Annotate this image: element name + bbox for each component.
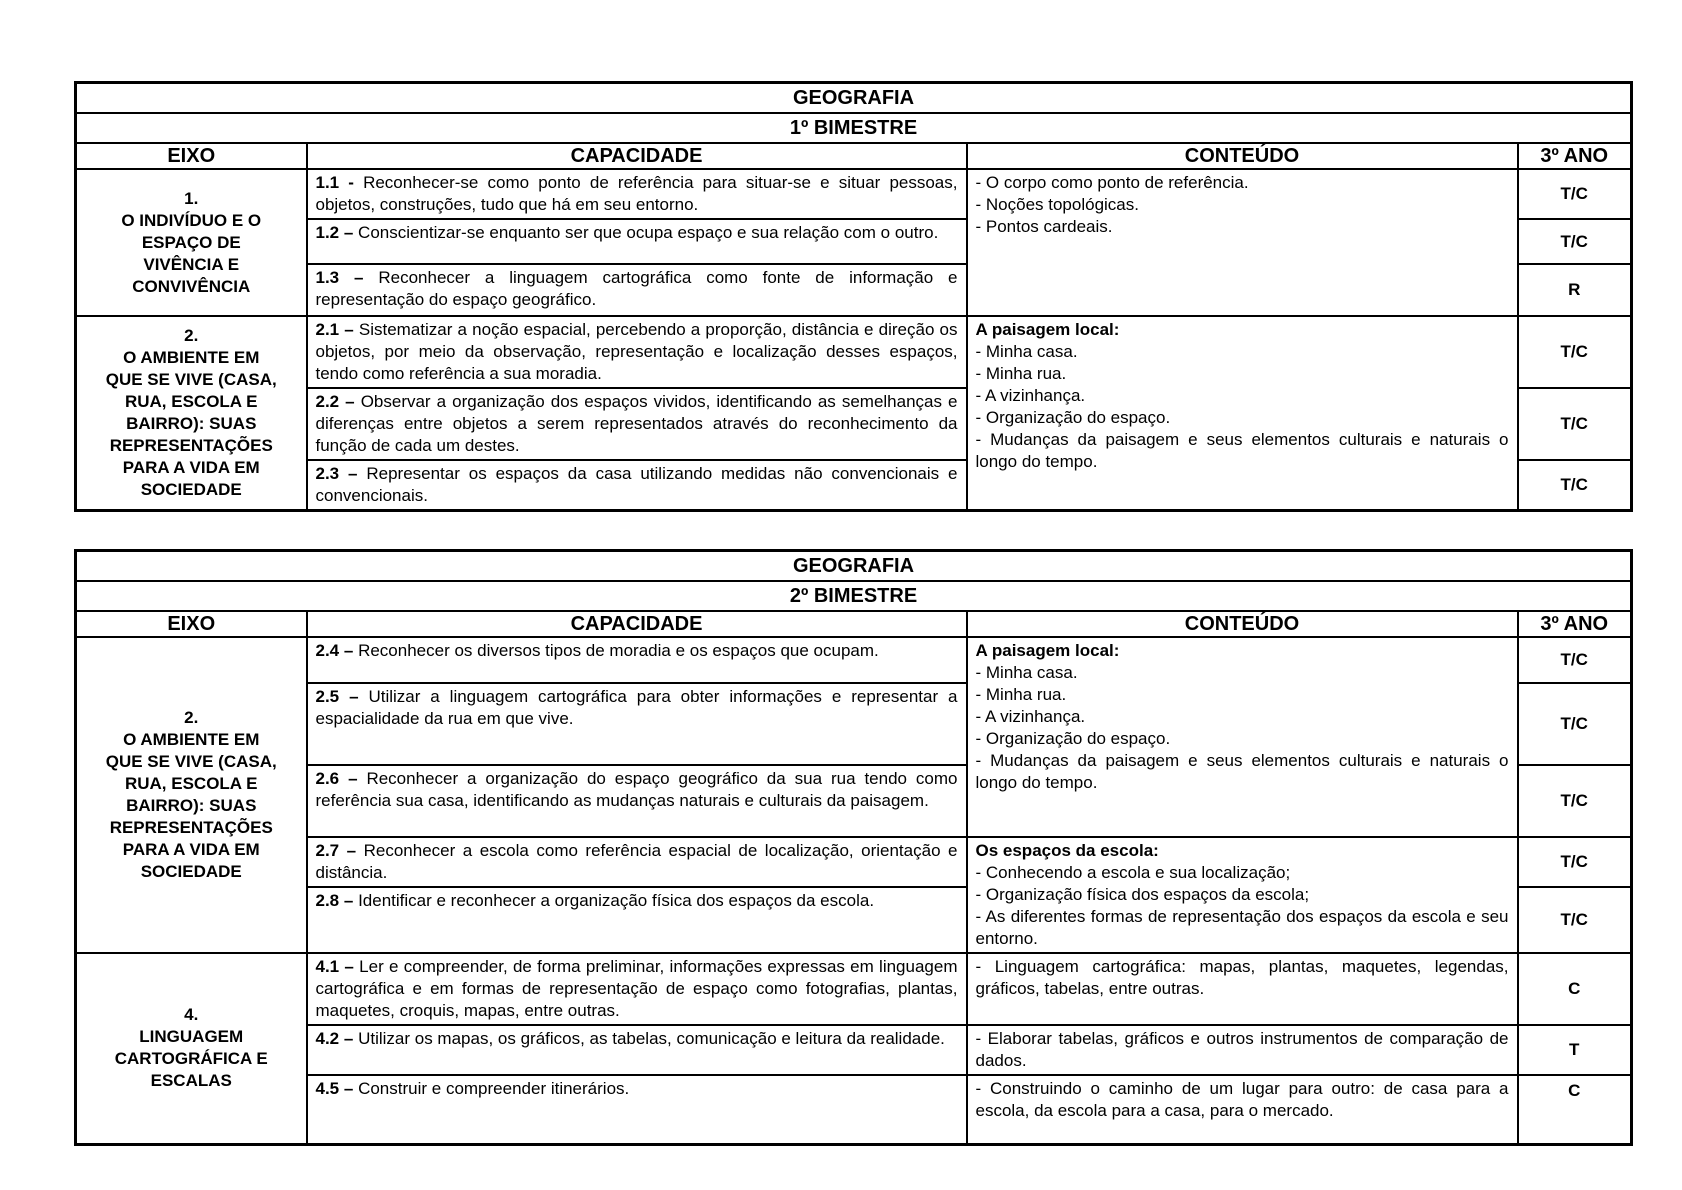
table2-bimestre: 2º BIMESTRE (76, 581, 1632, 611)
conteudo-cell-bloco-2 (967, 316, 1518, 511)
capacidade-number: 2.6 (315, 769, 340, 788)
capacidade-text: Conscientizar-se enquanto ser que ocupa espaço e sua relação com o outro. (358, 223, 939, 242)
ano-cell-1-3: R (1518, 264, 1632, 316)
table1-header-eixo: EIXO (76, 143, 307, 169)
capacidade-cell-2-6 (307, 765, 967, 837)
capacidade-text: Reconhecer os diversos tipos de moradia e os espaços que ocupam. (358, 641, 879, 660)
capacidade-cell-1-3 (307, 264, 967, 316)
capacidade-text: Representar os espaços da casa utilizando medidas não convencionais e convencionais. (315, 464, 958, 505)
capacidade-cell-2-8 (307, 887, 967, 953)
conteudo-cell-escola (967, 837, 1518, 953)
conteudo-cell-bloco-1 (967, 169, 1518, 316)
conteudo-item: - A vizinhança. (975, 707, 1086, 726)
capacidade-dash: – (343, 891, 354, 910)
eixo-2-line: PARA A VIDA EM (122, 840, 260, 859)
capacidade-number: 4.1 (315, 957, 340, 976)
eixo-4-line: CARTOGRÁFICA E (114, 1049, 268, 1069)
eixo-2-line: SOCIEDADE (140, 480, 242, 499)
ano-cell-2-6: T/C (1518, 765, 1632, 837)
eixo-2-line: O AMBIENTE EM (123, 348, 260, 367)
conteudo-item: - Organização do espaço. (975, 729, 1171, 748)
eixo-2-line: PARA A VIDA EM (122, 458, 260, 477)
conteudo-cell-4-2: - Elaborar tabelas, gráficos e outros instrumentos de comparação de dados. (967, 1025, 1518, 1075)
capacidade-cell-2-7 (307, 837, 967, 887)
eixo-2-line: O AMBIENTE EM (123, 730, 260, 749)
capacidade-text: Reconhecer-se como ponto de referência para situar-se e situar pessoas, objetos, construções, tudo que há em seu entorno. (315, 173, 958, 214)
capacidade-cell-2-2 (307, 388, 967, 460)
table2-header-eixo: EIXO (76, 611, 307, 637)
conteudo-item: - O corpo como ponto de referência. (975, 173, 1249, 192)
eixo-2-line: SOCIEDADE (140, 862, 242, 881)
ano-cell-2-7: T/C (1518, 837, 1632, 887)
eixo-cell-2-t2 (76, 637, 307, 953)
conteudo-item: - Noções topológicas. (975, 195, 1139, 214)
capacidade-dash: – (348, 769, 358, 788)
eixo-1-line: CONVIVÊNCIA (132, 276, 251, 296)
capacidade-text: Construir e compreender itinerários. (358, 1079, 630, 1098)
conteudo-item: - Conhecendo a escola e sua localização; (975, 863, 1291, 882)
eixo-2-line: BAIRRO): SUAS (126, 414, 257, 433)
ano-cell-4-1: C (1518, 953, 1632, 1025)
eixo-cell-4 (76, 953, 307, 1144)
capacidade-number: 2.8 (315, 891, 340, 910)
capacidade-dash: – (343, 641, 354, 660)
table2-header-capacidade: CAPACIDADE (307, 611, 967, 637)
capacidade-text: Observar a organização dos espaços vividos, identificando as semelhanças e diferenças entre objetos a serem representados através do reconhecimento da função de cada um destes. (315, 392, 958, 455)
table2-title: GEOGRAFIA (76, 551, 1632, 582)
eixo-cell-2 (76, 316, 307, 511)
conteudo-item: - Organização do espaço. (975, 408, 1171, 427)
conteudo-item: - Mudanças da paisagem e seus elementos culturais e naturais o longo do tempo. (975, 430, 1509, 471)
capacidade-text: Utilizar os mapas, os gráficos, as tabelas, comunicação e leitura da realidade. (358, 1029, 945, 1048)
capacidade-number: 2.2 – (315, 392, 355, 411)
ano-cell-2-3: T/C (1518, 460, 1632, 511)
table2-header-conteudo: CONTEÚDO (967, 611, 1518, 637)
ano-cell-4-2: T (1518, 1025, 1632, 1075)
capacidade-text: Sistematizar a noção espacial, percebendo a proporção, distância e direção os objetos, por meio da observação, representação e localização desses espaços, tendo como referência a sua moradia. (315, 320, 958, 383)
table1-header-ano: 3º ANO (1518, 143, 1632, 169)
ano-cell-1-1: T/C (1518, 169, 1632, 219)
conteudo-item: - Organização física dos espaços da escola; (975, 885, 1310, 904)
eixo-4-line: 4. (184, 1005, 199, 1025)
capacidade-number: 2.4 (315, 641, 340, 660)
capacidade-cell-4-1 (307, 953, 967, 1025)
capacidade-text: Identificar e reconhecer a organização física dos espaços da escola. (358, 891, 875, 910)
conteudo-heading: Os espaços da escola: (975, 841, 1159, 860)
ano-cell-2-4: T/C (1518, 637, 1632, 683)
conteudo-item: - Minha casa. (975, 663, 1078, 682)
eixo-2-line: QUE SE VIVE (CASA, (105, 370, 277, 389)
capacidade-cell-1-2 (307, 219, 967, 264)
capacidade-text: Ler e compreender, de forma preliminar, informações expressas em linguagem cartográfica e em formas de representação de espaço como fotografias, plantas, maquetes, croquis, mapas, entre outras. (315, 957, 958, 1020)
capacidade-cell-2-3 (307, 460, 967, 511)
table1-bimestre: 1º BIMESTRE (76, 113, 1632, 143)
curriculum-document (74, 81, 1636, 1146)
eixo-cell-1 (76, 169, 307, 316)
eixo-2-line: BAIRRO): SUAS (126, 796, 257, 815)
ano-cell-2-8: T/C (1518, 887, 1632, 953)
eixo-4-line: ESCALAS (150, 1071, 232, 1091)
conteudo-item: - As diferentes formas de representação dos espaços da escola e seu entorno. (975, 907, 1509, 948)
eixo-1-line: O INDIVÍDUO E O (121, 210, 262, 230)
capacidade-number: 1.1 - (315, 173, 354, 192)
table1-title: GEOGRAFIA (76, 83, 1632, 114)
eixo-2-line: 2. (184, 708, 199, 727)
capacidade-number: 2.7 (315, 841, 340, 860)
capacidade-cell-4-2 (307, 1025, 967, 1075)
conteudo-cell-4-5: - Construindo o caminho de um lugar para outro: de casa para a escola, da escola para a casa, para o mercado. (967, 1075, 1518, 1144)
capacidade-cell-2-5 (307, 683, 967, 765)
capacidade-text: Reconhecer a escola como referência espacial de localização, orientação e distância. (315, 841, 958, 882)
capacidade-dash: – (344, 957, 354, 976)
table2-header-ano: 3º ANO (1518, 611, 1632, 637)
ano-cell-2-5: T/C (1518, 683, 1632, 765)
ano-cell-2-2: T/C (1518, 388, 1632, 460)
capacidade-dash: – (346, 841, 357, 860)
conteudo-item: - Mudanças da paisagem e seus elementos culturais e naturais o longo do tempo. (975, 751, 1509, 792)
conteudo-item: - Pontos cardeais. (975, 217, 1113, 236)
capacidade-text: Reconhecer a organização do espaço geográfico da sua rua tendo como referência sua casa, identificando as mudanças naturais e culturais da paisagem. (315, 769, 958, 810)
conteudo-item: - Minha casa. (975, 342, 1078, 361)
capacidade-text: Reconhecer a linguagem cartográfica como fonte de informação e representação do espaço geográfico. (315, 268, 958, 309)
capacidade-cell-1-1 (307, 169, 967, 219)
capacidade-cell-4-5 (307, 1075, 967, 1144)
eixo-2-line: RUA, ESCOLA E (124, 392, 258, 411)
eixo-1-line: VIVÊNCIA E (143, 254, 240, 274)
capacidade-cell-2-1 (307, 316, 967, 388)
eixo-1-line: 1. (184, 188, 199, 208)
capacidade-dash: – (349, 687, 359, 706)
capacidade-number: 2.1 – (315, 320, 354, 339)
conteudo-item: - Minha rua. (975, 364, 1067, 383)
eixo-4-line: LINGUAGEM (139, 1027, 244, 1047)
conteudo-heading: A paisagem local: (975, 320, 1120, 339)
eixo-2-line: REPRESENTAÇÕES (109, 436, 273, 455)
capacidade-cell-2-4 (307, 637, 967, 683)
capacidade-number: 1.3 – (315, 268, 364, 287)
capacidade-number: 4.2 (315, 1029, 340, 1048)
table1-header-conteudo: CONTEÚDO (967, 143, 1518, 169)
capacidade-number: 4.5 (315, 1079, 340, 1098)
capacidade-text: Utilizar a linguagem cartográfica para obter informações e representar a espacialidade da rua em que vive. (315, 687, 958, 728)
capacidade-number: 1.2 – (315, 223, 354, 242)
conteudo-heading: A paisagem local: (975, 641, 1120, 660)
ano-cell-4-5: C (1518, 1075, 1632, 1144)
capacidade-dash: – (343, 1079, 354, 1098)
conteudo-item: - A vizinhança. (975, 386, 1086, 405)
table-bimestre-1 (74, 81, 1633, 512)
eixo-2-line: REPRESENTAÇÕES (109, 818, 273, 837)
eixo-2-line: RUA, ESCOLA E (124, 774, 258, 793)
eixo-1-line: ESPAÇO DE (141, 232, 241, 252)
capacidade-number: 2.3 – (315, 464, 358, 483)
ano-cell-1-2: T/C (1518, 219, 1632, 264)
conteudo-cell-4-1: - Linguagem cartográfica: mapas, plantas, maquetes, legendas, gráficos, tabelas, entre outras. (967, 953, 1518, 1025)
conteudo-cell-paisagem (967, 637, 1518, 837)
ano-cell-2-1: T/C (1518, 316, 1632, 388)
capacidade-dash: – (343, 1029, 354, 1048)
table-bimestre-2 (74, 549, 1633, 1146)
eixo-2-line: QUE SE VIVE (CASA, (105, 752, 277, 771)
capacidade-number: 2.5 (315, 687, 340, 706)
eixo-2-line: 2. (184, 326, 199, 345)
conteudo-item: - Minha rua. (975, 685, 1067, 704)
table1-header-capacidade: CAPACIDADE (307, 143, 967, 169)
